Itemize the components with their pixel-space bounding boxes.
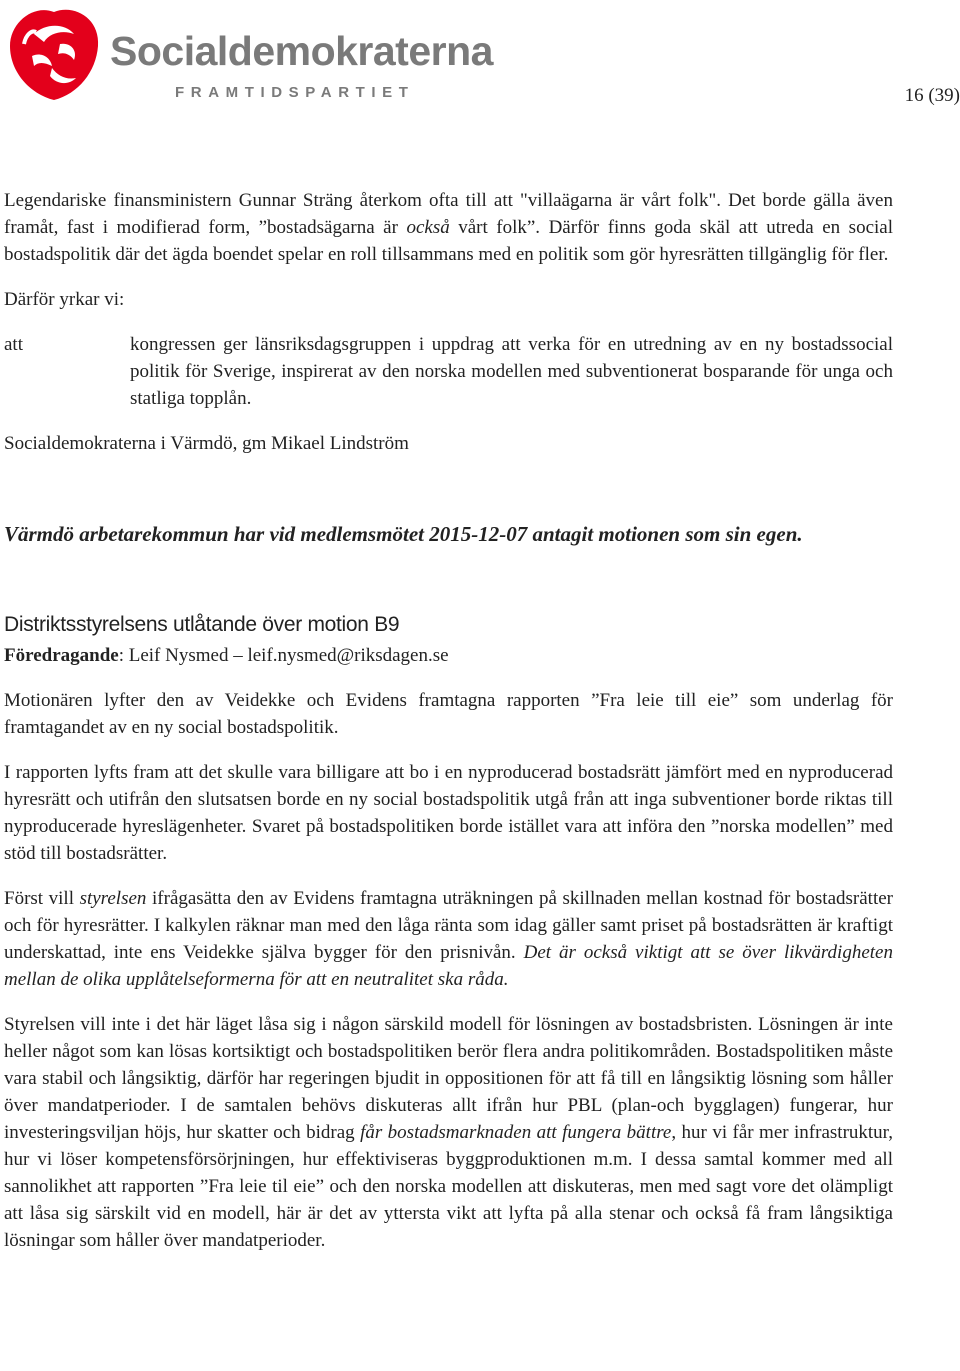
intro-text-2: vårt folk”. Därför finns goda skäl att utreda en social bostadspolitik där det ägda boendet spelar en roll tillsammans med en politik som gör hyresrätten tillgänglig för fler. [4, 217, 893, 265]
decision-statement: Värmdö arbetarekommun har vid medlemsmötet 2015-12-07 antagit motionen som sin egen. [4, 522, 803, 546]
att-label: att [4, 334, 23, 355]
demand-text: kongressen ger länsriksdagsgruppen i uppdrag att verka för en utredning av en ny bostadssocial politik för Sverige, inspirerat av den norska modellen med subventionerat bosparande för unga och statliga topplån. [130, 334, 893, 409]
p3-text-a: Först vill [4, 888, 80, 909]
statement-heading: Distriktsstyrelsens utlåtande över motion B9 [4, 613, 400, 636]
rapporteur [4, 642, 893, 669]
page-number: 16 (39) [904, 85, 960, 106]
statement-paragraph-3 [4, 885, 893, 993]
p4-emphasis: får bostadsmarknaden att fungera bättre [360, 1122, 672, 1143]
statement-paragraph-2: I rapporten lyfts fram att det skulle vara billigare att bo i en nyproducerad bostadsrätt jämfört med en nyproducerad hyresrätt och utifrån den slutsatsen borde en ny social bostadspolitik utgå från att inga subventioner borde riktas till nyproducerade hyreslägenheter. Svaret på bostadspolitiken borde istället vara att införa den ”norska modellen” med stöd till bostadsrätter. [4, 762, 893, 864]
signature: Socialdemokraterna i Värmdö, gm Mikael Lindström [4, 433, 409, 454]
p4-text-a: Styrelsen vill inte i det här läget låsa sig i någon särskild modell för lösningen av bostadsbristen. Lösningen är inte heller något som kan lösas kortsiktigt och bostadspolitiken berör flera andra politikområden. Bostadspolitiken måste vara stabil och långsiktig, därför har regeringen bjudit in oppositionen för att få till en långsiktig lösning som håller över mandatperioder. I de samtalen behövs diskuteras allt ifrån hur PBL (plan-och bygglagen) fungerar, hur investeringsviljan höjs, hur skatter och bidrag [4, 1014, 893, 1143]
rapporteur-label: Föredragande [4, 645, 119, 666]
intro-text-1: Legendariske finansministern Gunnar Sträng återkom ofta till att "villaägarna är vårt folk". Det borde gälla även framåt, fast i modifierad form, ”bostadsägarna är [4, 190, 893, 238]
intro-paragraph [4, 187, 893, 268]
rapporteur-value: : Leif Nysmed – leif.nysmed@riksdagen.se [118, 645, 449, 666]
rose-icon [4, 4, 104, 104]
logo-tagline: FRAMTIDSPARTIET [175, 84, 415, 101]
p4-text-b: , hur vi får mer infrastruktur, hur vi löser kompetensförsörjningen, hur effektiviseras byggproduktionen m.m. I dessa samtal kommer med all sannolikhet att rapporten ”Fra leie til eie” och den norska modellen att diskuteras, men med sagt vore det olämpligt att låsa sig särskilt vid en modell, här är det av yttersta vikt att lyfta på alla stenar och också få fram långsiktiga lösningar som håller över mandatperioder. [4, 1122, 893, 1251]
intro-emphasis: också [406, 217, 450, 238]
p3-emphasis-1: styrelsen [79, 888, 147, 909]
p3-text-b: ifrågasätta den av Evidens framtagna uträkningen på skillnaden mellan kostnad för bostadsrätter och för hyresrätter. I kalkylen räknar man med den låga ränta som idag gäller samt priset på bostadsrätten är kraftigt underskattad, inte ens Veidekke själva bygger för den prisnivån. [4, 888, 893, 963]
demand-intro: Därför yrkar vi: [4, 289, 125, 310]
document-body [4, 187, 893, 1254]
statement-paragraph-4 [4, 1011, 893, 1254]
demand-clause [4, 331, 893, 412]
statement-paragraph-1: Motionären lyfter den av Veidekke och Evidens framtagna rapporten ”Fra leie till eie” som underlag för framtagandet av en ny social bostadspolitik. [4, 690, 893, 738]
logo-name: Socialdemokraterna [110, 28, 493, 74]
party-logo [4, 4, 493, 104]
p3-emphasis-2: Det är också viktigt att se över likvärdigheten mellan de olika upplåtelseformerna för att en neutralitet ska råda. [4, 942, 893, 990]
